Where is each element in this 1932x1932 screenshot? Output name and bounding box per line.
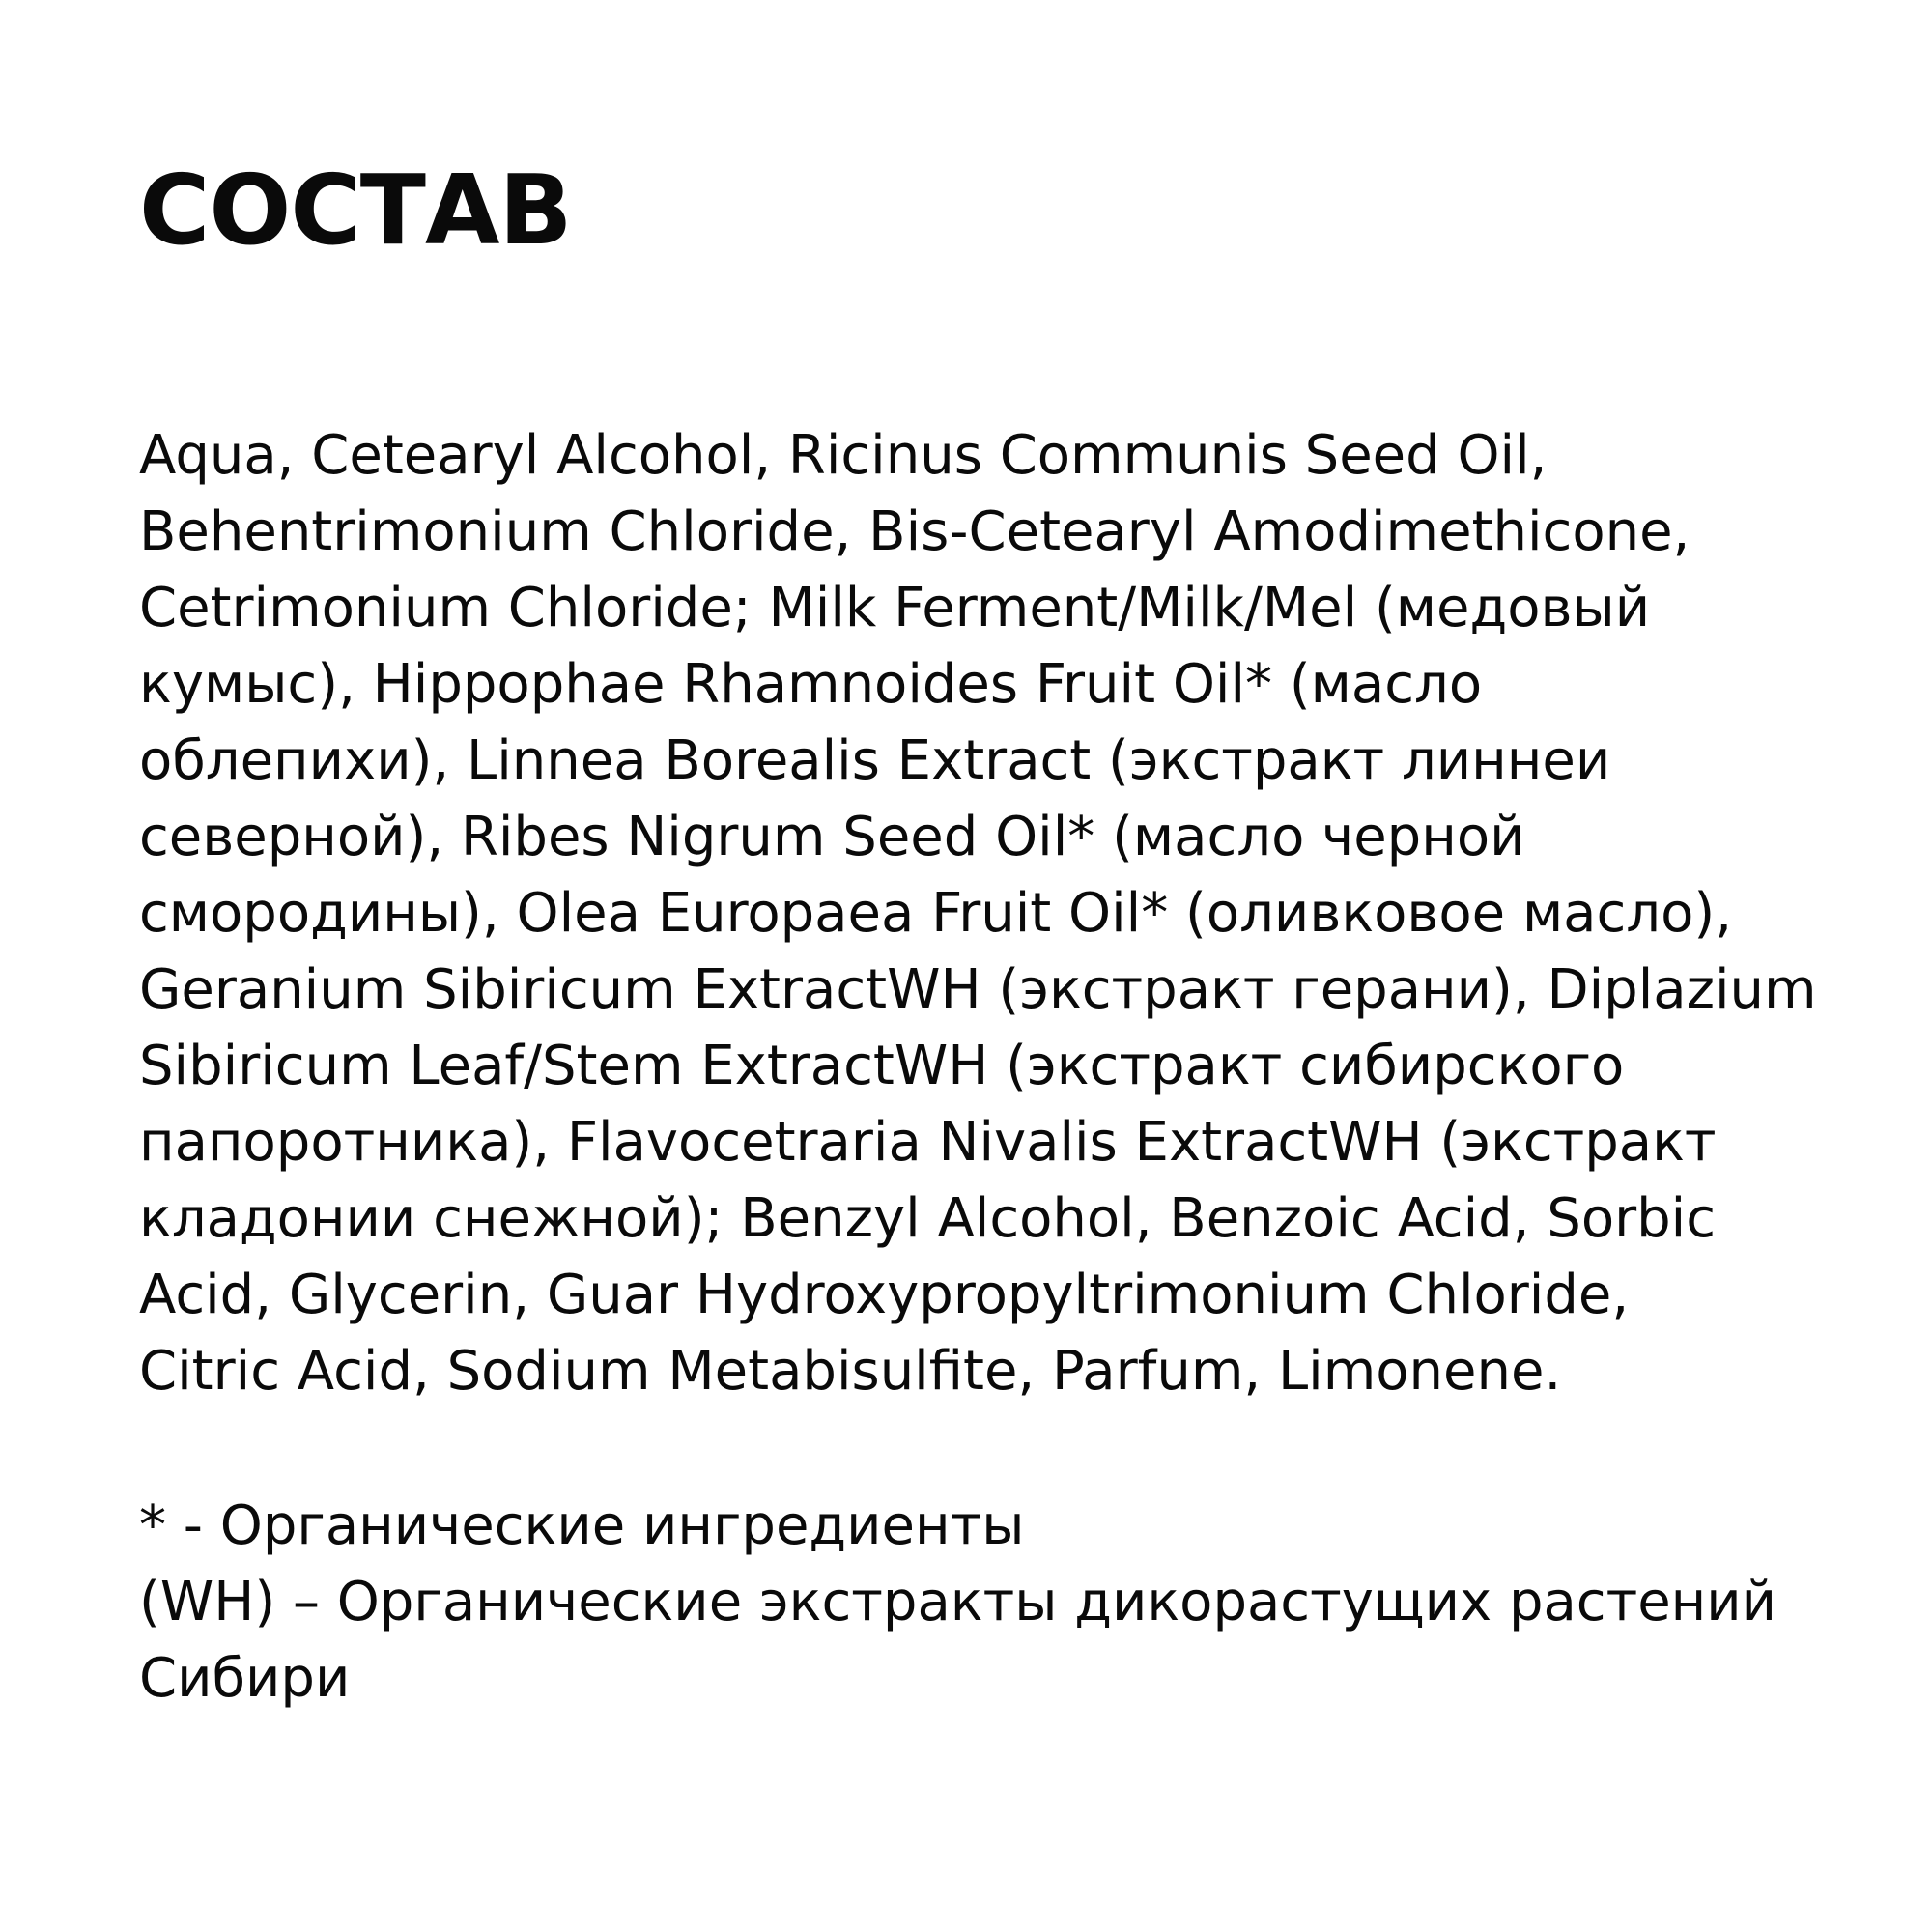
ingredients-line: северной), Ribes Nigrum Seed Oil* (масло черной: [139, 806, 1525, 868]
ingredients-line: смородины), Olea Europaea Fruit Oil* (оливковое масло),: [139, 882, 1732, 945]
ingredients-line: облепихи), Linnea Borealis Extract (экстракт линнеи: [139, 729, 1611, 792]
ingredients-line: Geranium Sibiricum ExtractWH (экстракт герани), Diplazium: [139, 958, 1817, 1021]
ingredients-line: Aqua, Cetearyl Alcohol, Ricinus Communis Seed Oil,: [139, 424, 1548, 487]
footnote-organic: * - Органические ингредиенты: [139, 1494, 1025, 1557]
footnotes: [139, 1488, 1801, 1717]
footnote-wild-harvested: (WH) – Органические экстракты дикорастущих растений: [139, 1571, 1777, 1634]
ingredients-line: Citric Acid, Sodium Metabisulfite, Parfum, Limonene.: [139, 1340, 1562, 1403]
ingredients-line: папоротника), Flavocetraria Nivalis ExtractWH (экстракт: [139, 1111, 1717, 1174]
ingredients-line: кладонии снежной); Benzyl Alcohol, Benzoic Acid, Sorbic: [139, 1187, 1717, 1250]
ingredients-line: Behentrimonium Chloride, Bis-Cetearyl Amodimethicone,: [139, 500, 1690, 563]
ingredients-list: [139, 417, 1817, 1409]
footnote-wild-harvested-cont: Сибири: [139, 1647, 351, 1710]
page-title: СОСТАВ: [139, 154, 572, 267]
ingredients-line: кумыс), Hippophae Rhamnoides Fruit Oil* (масло: [139, 653, 1483, 716]
ingredients-line: Cetrimonium Chloride; Milk Ferment/Milk/Mel (медовый: [139, 577, 1651, 639]
ingredients-line: Acid, Glycerin, Guar Hydroxypropyltrimonium Chloride,: [139, 1264, 1630, 1326]
ingredients-line: Sibiricum Leaf/Stem ExtractWH (экстракт сибирского: [139, 1035, 1625, 1097]
